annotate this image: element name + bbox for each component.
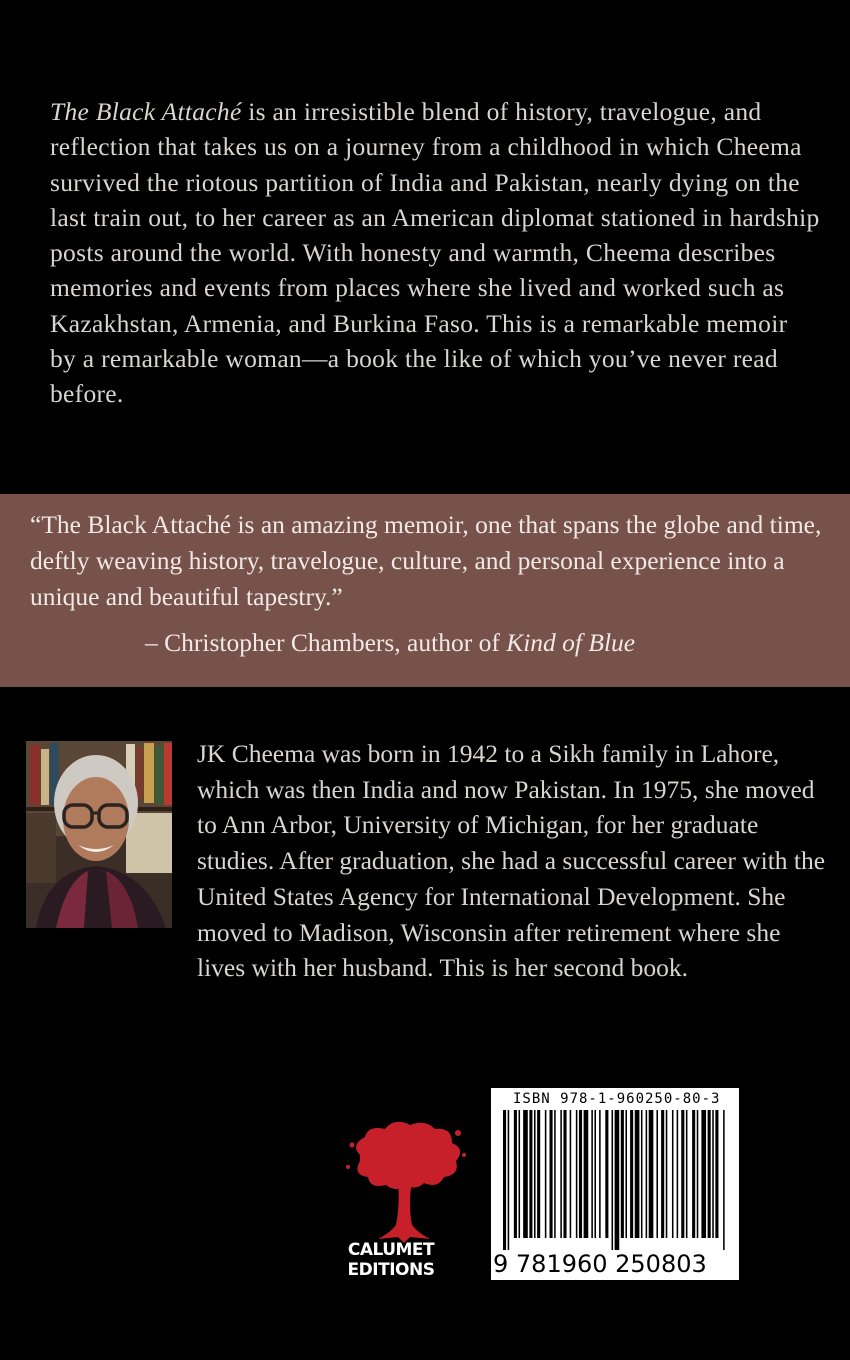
barcode-bar <box>661 1110 664 1238</box>
barcode-bar <box>519 1110 521 1238</box>
barcode-bar <box>686 1110 688 1238</box>
author-photo <box>26 741 172 928</box>
blurb-book-title: The Black Attaché <box>50 97 242 126</box>
barcode-bar <box>630 1110 633 1238</box>
barcode-bar <box>554 1110 556 1238</box>
barcode-bar <box>560 1110 562 1238</box>
barcode-bar <box>503 1110 506 1250</box>
barcode-bar <box>545 1110 547 1238</box>
back-cover-blurb <box>50 94 820 412</box>
barcode-bar <box>646 1110 648 1238</box>
barcode-bar <box>529 1110 532 1238</box>
barcode-bar <box>715 1110 718 1238</box>
barcode-bar <box>612 1110 614 1250</box>
barcode-bar <box>599 1110 601 1238</box>
review-attribution <box>145 628 635 658</box>
isbn-barcode <box>491 1088 739 1280</box>
blurb-text: is an irresistible blend of history, travelogue, and reflection that takes us on a journey from a childhood in which Cheema survived the riotous partition of India and Pakistan, nearly dying on the last train out, to her career as an American diplomat stationed in hardship posts around the world. With honesty and warmth, Cheema describes memories and events from places where she lived and worked such as Kazakhstan, Armenia, and Burkina Faso. This is a remarkable memoir by a remarkable woman—a book the like of which you’ve never read before. <box>50 97 820 409</box>
barcode-bar <box>649 1110 654 1238</box>
barcode-bar <box>576 1110 578 1238</box>
barcode-bar <box>621 1110 624 1238</box>
barcode-bar <box>625 1110 627 1238</box>
publisher-line-1: CALUMET <box>347 1240 435 1260</box>
barcode-bar <box>692 1110 695 1238</box>
barcode-bar <box>697 1110 699 1238</box>
isbn-label: ISBN 978-1-960250-80-3 <box>513 1091 721 1107</box>
attribution-book-title: Kind of Blue <box>506 628 636 657</box>
author-bio: JK Cheema was born in 1942 to a Sikh family in Lahore, which was then India and now Pakistan. In 1975, she moved to Ann Arbor, University of Michigan, for her graduate studies. After graduation, she had a successful career with the United States Agency for International Development. She moved to Madison, Wisconsin after retirement where she lives with her husband. This is her second book. <box>197 739 826 983</box>
barcode-bar <box>723 1110 725 1250</box>
barcode-bar <box>712 1110 714 1238</box>
barcode-bar <box>537 1110 540 1238</box>
barcode-bar <box>641 1110 643 1238</box>
barcode-bar <box>563 1110 566 1238</box>
barcode-bar <box>615 1110 620 1250</box>
barcode-bar <box>523 1110 528 1238</box>
barcode-bar <box>708 1110 711 1238</box>
barcode-bar <box>550 1110 553 1238</box>
barcode-bars <box>499 1110 731 1250</box>
barcode-bar <box>701 1110 706 1238</box>
barcode-bar <box>672 1110 674 1238</box>
barcode-bar <box>591 1110 593 1238</box>
barcode-bar <box>534 1110 536 1238</box>
attribution-author: – Christopher Chambers, author of <box>145 628 507 657</box>
barcode-bar <box>508 1110 510 1250</box>
barcode-bar <box>579 1110 582 1238</box>
publisher-logo-text <box>336 1240 446 1280</box>
barcode-bar <box>584 1110 589 1238</box>
barcode-bar <box>677 1110 679 1238</box>
barcode-bar <box>514 1110 517 1238</box>
barcode-bar <box>656 1110 658 1238</box>
review-quote: “The Black Attaché is an amazing memoir, one that spans the globe and time, deftly weaving history, travelogue, culture, and personal experience into a unique and beautiful tapestry.” <box>30 510 822 611</box>
barcode-bar <box>570 1110 572 1238</box>
barcode-bar <box>635 1110 640 1238</box>
barcode-bar <box>594 1110 596 1238</box>
review-quote-band <box>0 494 850 687</box>
barcode-bar <box>666 1110 668 1238</box>
barcode-bar <box>605 1110 608 1238</box>
publisher-line-2: EDITIONS <box>347 1260 435 1280</box>
barcode-bar <box>681 1110 684 1238</box>
ean-digits: 9 781960 250803 <box>493 1250 707 1278</box>
